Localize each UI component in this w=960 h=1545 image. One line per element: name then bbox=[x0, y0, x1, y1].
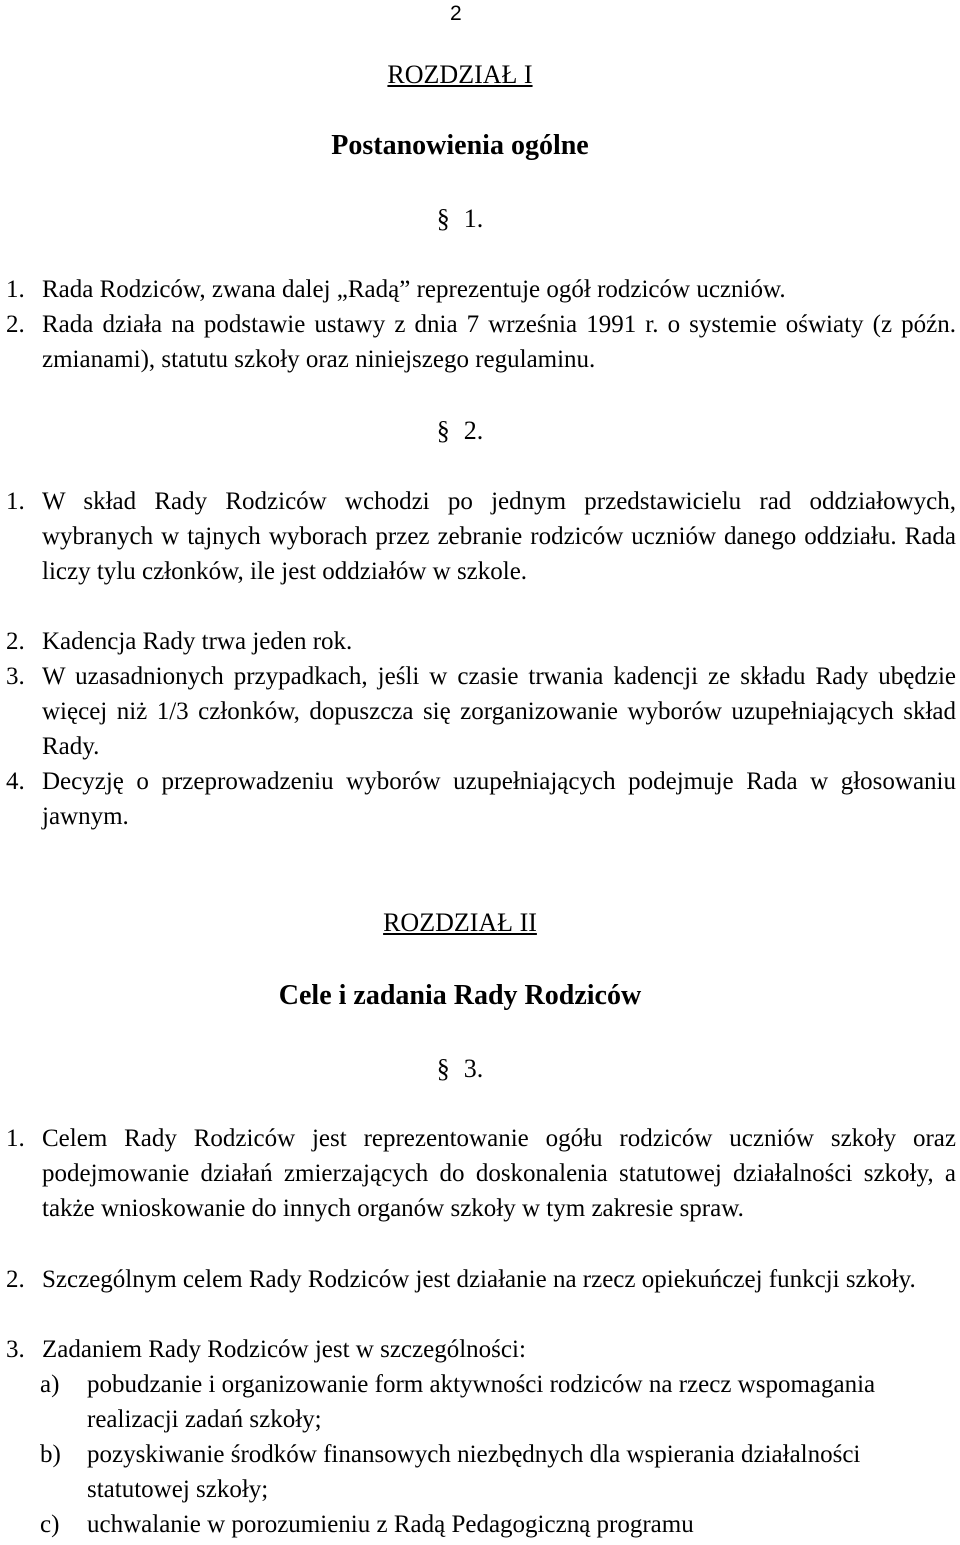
list-item bbox=[6, 1262, 956, 1297]
item-letter: b) bbox=[40, 1441, 61, 1468]
item-number: 3. bbox=[6, 663, 25, 690]
sub-list-item bbox=[40, 1507, 956, 1542]
item-text: Zadaniem Rady Rodziców jest w szczególności: bbox=[42, 1336, 526, 1363]
section-number: 1. bbox=[463, 204, 484, 233]
item-letter: a) bbox=[40, 1371, 60, 1398]
list-item bbox=[6, 659, 956, 764]
section-heading bbox=[0, 202, 920, 236]
chapter-heading: ROZDZIAŁ I bbox=[387, 60, 533, 89]
item-number: 3. bbox=[6, 1336, 25, 1363]
item-text: Celem Rady Rodziców jest reprezentowanie ogółu rodziców uczniów szkoły oraz podejmowanie działań zmierzających do doskonalenia statutowej działalności szkoły, a także wnioskowanie do innych organów szkoły w tym zakresie spraw. bbox=[42, 1125, 956, 1222]
list-item bbox=[6, 624, 956, 659]
list-item bbox=[6, 484, 956, 589]
item-text: Rada Rodziców, zwana dalej „Radą” reprezentuje ogół rodziców uczniów. bbox=[42, 276, 786, 303]
item-text: Rada działa na podstawie ustawy z dnia 7 września 1991 r. o systemie oświaty (z późn. zmianami), statutu szkoły oraz niniejszego regulaminu. bbox=[42, 311, 956, 373]
item-text: uchwalanie w porozumieniu z Radą Pedagogiczną programu bbox=[87, 1511, 694, 1538]
item-letter: c) bbox=[40, 1511, 60, 1538]
item-text: pozyskiwanie środków finansowych niezbędnych dla wspierania działalności statutowej szkoły; bbox=[87, 1441, 861, 1503]
list-item bbox=[6, 764, 956, 834]
item-text: pobudzanie i organizowanie form aktywności rodziców na rzecz wspomagania realizacji zadań szkoły; bbox=[87, 1371, 876, 1433]
section-number: 3. bbox=[463, 1054, 484, 1083]
sub-list-item bbox=[40, 1437, 956, 1507]
section-heading bbox=[0, 414, 920, 448]
item-number: 2. bbox=[6, 628, 25, 655]
item-text: Decyzję o przeprowadzeniu wyborów uzupełniających podejmuje Rada w głosowaniu jawnym. bbox=[42, 768, 956, 830]
item-number: 1. bbox=[6, 1125, 25, 1152]
item-number: 4. bbox=[6, 768, 25, 795]
section-symbol: § bbox=[436, 204, 450, 233]
page-number: 2 bbox=[450, 2, 462, 25]
list-item bbox=[6, 1332, 956, 1367]
item-text: W skład Rady Rodziców wchodzi po jednym przedstawicielu rad oddziałowych, wybranych w tajnych wyborach przez zebranie rodziców uczniów danego oddziału. Rada liczy tylu członków, ile jest oddziałów w szkole. bbox=[42, 488, 956, 585]
chapter-title: Postanowienia ogólne bbox=[331, 130, 589, 161]
item-number: 2. bbox=[6, 1266, 25, 1293]
item-number: 2. bbox=[6, 311, 25, 338]
section-symbol: § bbox=[436, 1054, 450, 1083]
item-text: W uzasadnionych przypadkach, jeśli w czasie trwania kadencji ze składu Rady ubędzie więcej niż 1/3 członków, dopuszcza się zorganizowanie wyborów uzupełniających skład Rady. bbox=[42, 663, 956, 760]
section-number: 2. bbox=[463, 416, 484, 445]
list-item bbox=[6, 272, 956, 307]
section-symbol: § bbox=[436, 416, 450, 445]
section-heading bbox=[0, 1052, 920, 1086]
sub-list-item bbox=[40, 1367, 956, 1437]
list-item bbox=[6, 1121, 956, 1226]
item-number: 1. bbox=[6, 276, 25, 303]
item-text: Kadencja Rady trwa jeden rok. bbox=[42, 628, 353, 655]
chapter-title: Cele i zadania Rady Rodziców bbox=[278, 980, 642, 1011]
list-item bbox=[6, 307, 956, 377]
chapter-heading: ROZDZIAŁ II bbox=[383, 908, 537, 937]
item-number: 1. bbox=[6, 488, 25, 515]
item-text: Szczególnym celem Rady Rodziców jest działanie na rzecz opiekuńczej funkcji szkoły. bbox=[42, 1266, 916, 1293]
